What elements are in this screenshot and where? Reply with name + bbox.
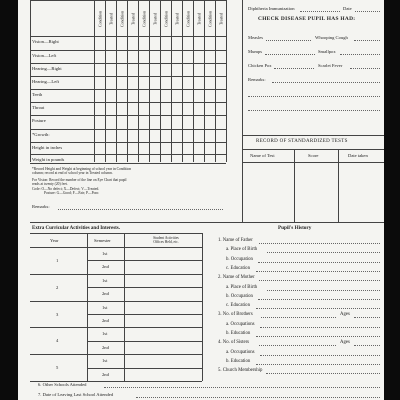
- grid-header-condition: [204, 2, 215, 36]
- history-item: b. Occupation: [226, 256, 253, 262]
- semester-1st-label: 1st: [102, 331, 108, 337]
- history-fill-line: [256, 364, 380, 365]
- grid-row-posture: Posture: [32, 118, 46, 123]
- grid-header-label: Treated: [130, 12, 135, 26]
- grid-header-treated: [105, 2, 116, 36]
- grid-header-condition: [182, 2, 193, 36]
- grid-vline: [215, 0, 216, 162]
- grid-header-label: Treated: [174, 12, 179, 26]
- grid-row-vision-right: Vision—Right: [32, 39, 59, 44]
- history-fill-line: [258, 262, 380, 263]
- pupils-history-title: Pupil's History: [278, 225, 312, 231]
- history-item: 5. Church Membership: [218, 368, 263, 374]
- semester-1st-label: 1st: [102, 304, 108, 310]
- history-fill-line: [354, 317, 380, 318]
- grid-remarks-label: Remarks:: [32, 204, 50, 209]
- activities-header-2: Offices Held, etc.: [153, 240, 179, 244]
- grid-header-label: Condition: [207, 10, 212, 28]
- note-line-1: *Record Height and Weight at beginning of school year in Condition: [32, 167, 132, 171]
- history-fill-line: [256, 308, 380, 309]
- check-disease-title: CHECK DISEASE PUPIL HAS HAD:: [258, 16, 356, 22]
- semester-1st-label: 1st: [102, 251, 108, 256]
- note-line-3: For Vision: Record the number of the line on Eye Chart that pupil: [32, 178, 127, 182]
- history-fill-line: [267, 252, 380, 253]
- note-line-6: Posture: G—Good; F—Fair; P—Poor.: [44, 191, 100, 195]
- history-fill-line: [258, 299, 380, 300]
- semester-1st-label: 1st: [102, 277, 108, 283]
- grid-vline: [138, 0, 139, 162]
- disease-remarks-label: Remarks:: [248, 77, 266, 82]
- other-schools-label: 6. Other Schools Attended: [38, 382, 87, 387]
- history-fill-line: [261, 317, 336, 318]
- grid-row-weight-in-pounds: Weight in pounds: [32, 157, 65, 162]
- history-item: b. Occupation: [226, 293, 253, 299]
- semester-2nd-label: 2nd: [102, 371, 109, 377]
- grid-header-treated: [171, 2, 182, 36]
- history-item: a. Place of Birth: [226, 284, 258, 290]
- grid-hline: [30, 63, 226, 64]
- grid-header-label: Condition: [141, 10, 146, 28]
- history-item: 3. No. of Brothers: [218, 312, 253, 318]
- semester-1st-label: 1st: [102, 358, 108, 364]
- activities-row-line: [30, 274, 202, 275]
- grid-hline: [30, 50, 226, 51]
- year-header: Year: [50, 238, 59, 243]
- note-line-4: reads at twenty (20) feet.: [32, 182, 68, 186]
- grid-header-treated: [215, 2, 226, 36]
- history-item: c. Education: [226, 265, 250, 271]
- whooping-cough-label: Whooping Cough: [315, 35, 348, 40]
- grid-header-condition: [160, 2, 171, 36]
- grid-header-treated: [149, 2, 160, 36]
- grid-header-condition: [138, 2, 149, 36]
- history-item: b. Education: [226, 358, 251, 364]
- activities-row-line: [87, 341, 202, 342]
- grid-row-growth: *Growth:: [32, 132, 50, 137]
- test-score-header: Score: [308, 153, 319, 158]
- grid-hline: [30, 115, 226, 116]
- record-card: [18, 0, 384, 400]
- note-line-2: column; record at end of school year in Treated column.: [32, 171, 113, 175]
- year-5-label: 5: [56, 365, 59, 371]
- grid-vline: [193, 0, 194, 162]
- year-4-label: 4: [56, 338, 59, 344]
- grid-vline: [226, 0, 227, 162]
- history-item: a. Occupations: [226, 349, 255, 355]
- standardized-tests-title: RECORD OF STANDARDIZED TESTS: [256, 139, 348, 144]
- history-fill-line: [260, 355, 380, 356]
- history-item: c. Education: [226, 303, 250, 309]
- measles-label: Measles: [248, 35, 264, 40]
- grid-hline: [30, 36, 226, 37]
- grid-header-treated: [193, 2, 204, 36]
- history-fill-line: [259, 345, 336, 346]
- grid-hline: [30, 89, 226, 90]
- history-fill-line: [256, 336, 380, 337]
- semester-2nd-label: 2nd: [102, 344, 109, 350]
- grid-row-hearing-left: Hearing—Left: [32, 79, 60, 84]
- year-3-label: 3: [56, 311, 59, 317]
- grid-header-label: Treated: [196, 12, 201, 26]
- date-leaving-label: 7. Date of Leaving Last School Attended: [38, 392, 114, 397]
- grid-vline: [171, 0, 172, 162]
- smallpox-label: Smallpox: [318, 49, 336, 54]
- history-fill-line: [267, 290, 380, 291]
- grid-hline: [30, 154, 226, 155]
- grid-vline: [204, 0, 205, 162]
- grid-row-hearing-right: Hearing—Right: [32, 66, 62, 71]
- diphtheria-label: Diphtheria Immunization: [248, 6, 295, 11]
- test-date-header: Date taken: [348, 153, 368, 158]
- test-name-header: Name of Test: [250, 153, 275, 158]
- grid-hline: [30, 76, 226, 77]
- semester-2nd-label: 2nd: [102, 291, 109, 297]
- history-fill-line: [259, 280, 380, 281]
- grid-vline: [94, 0, 95, 162]
- grid-vline: [160, 0, 161, 162]
- diphtheria-date-label: Date: [343, 6, 352, 11]
- activities-row-line: [30, 354, 202, 355]
- history-ages-label: Ages: [340, 312, 350, 318]
- activities-row-line: [87, 260, 202, 261]
- grid-row-throat: Throat: [32, 105, 45, 110]
- semester-header: Semester: [94, 238, 111, 243]
- grid-vline: [182, 0, 183, 162]
- scarlet-fever-label: Scarlet Fever: [318, 63, 343, 68]
- grid-vline: [116, 0, 117, 162]
- grid-vline: [149, 0, 150, 162]
- grid-hline: [30, 129, 226, 130]
- extra-curricular-title: Extra Curricular Activities and Interests.: [32, 226, 121, 231]
- history-item: 1. Name of Father: [218, 238, 253, 243]
- activities-row-line: [87, 287, 202, 288]
- note-line-5: Code: O—No defect; X—Defect; V—Treated.: [32, 187, 100, 191]
- grid-header-label: Condition: [163, 10, 168, 28]
- grid-hline: [30, 142, 226, 143]
- grid-header-label: Treated: [218, 12, 223, 26]
- activities-header-1: Student Activities: [153, 236, 179, 240]
- history-fill-line: [260, 327, 380, 328]
- history-fill-line: [354, 345, 380, 346]
- grid-row-teeth: Teeth: [32, 92, 43, 97]
- history-fill-line: [256, 271, 380, 272]
- chicken-pox-label: Chicken Pox: [248, 63, 272, 68]
- activities-row-line: [30, 327, 202, 328]
- year-2-label: 2: [56, 284, 59, 290]
- grid-header-treated: [127, 2, 138, 36]
- history-item: 2. Name of Mother: [218, 275, 255, 281]
- activities-row-line: [87, 368, 202, 369]
- grid-row-vision-left: Vision—Left: [32, 53, 57, 58]
- grid-header-condition: [94, 2, 105, 36]
- grid-vline: [30, 0, 31, 162]
- grid-header-label: Condition: [185, 10, 190, 28]
- activities-row-line: [30, 301, 202, 302]
- grid-vline: [105, 0, 106, 162]
- semester-2nd-label: 2nd: [102, 318, 109, 323]
- grid-header-label: Treated: [108, 12, 113, 26]
- mumps-label: Mumps: [248, 49, 263, 54]
- grid-row-height-in-inches: Height in inches: [32, 145, 63, 150]
- history-item: a. Place of Birth: [226, 247, 258, 253]
- history-item: a. Occupations: [226, 321, 255, 327]
- grid-header-label: Condition: [119, 10, 124, 28]
- year-1-label: 1: [56, 257, 59, 263]
- grid-header-label: Treated: [152, 12, 157, 26]
- semester-2nd-label: 2nd: [102, 264, 109, 270]
- history-ages-label: Ages: [340, 340, 350, 346]
- grid-hline: [30, 163, 226, 164]
- grid-header-condition: [116, 2, 127, 36]
- grid-vline: [127, 0, 128, 162]
- history-fill-line: [259, 243, 380, 244]
- history-item: 4. No. of Sisters: [218, 340, 250, 346]
- activities-row-line: [87, 314, 202, 315]
- grid-hline: [30, 102, 226, 103]
- history-fill-line: [266, 373, 380, 374]
- history-item: b. Education: [226, 331, 251, 336]
- grid-header-label: Condition: [97, 10, 102, 28]
